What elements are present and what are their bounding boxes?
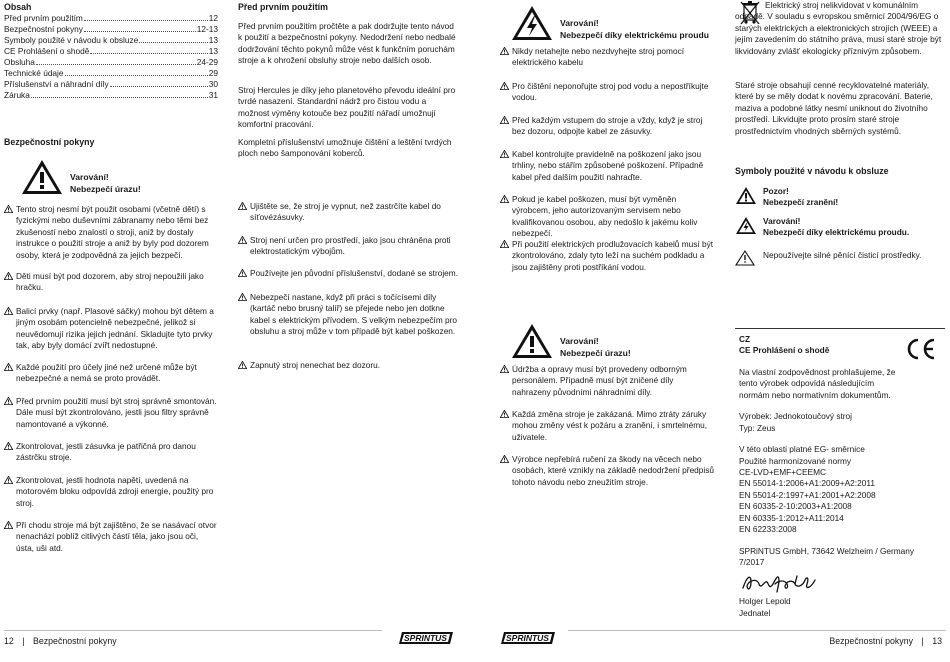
ce-divider	[735, 328, 945, 329]
list-item: Děti musí být pod dozorem, aby stroj nepoužili jako hračku.	[4, 271, 218, 294]
small-warning-icon	[500, 82, 509, 90]
toc-item[interactable]: Bezpečnostní pokyny 12-13	[4, 24, 218, 34]
list-item: Používejte jen původní příslušenství, dodané se strojem.	[238, 268, 458, 280]
ce-mark-icon	[905, 338, 937, 360]
list-item: Zapnutý stroj nenechat bez dozoru.	[238, 360, 458, 372]
list-item: Před prvním použití musí být stroj správně smontován. Dále musí být zkontrolováno, jestli jsou filtry správně namontované a výkonné.	[4, 396, 218, 430]
list-item: Nikdy netahejte nebo nezdvyhejte stroj pomocí elektrického kabelu	[500, 46, 714, 69]
ce-norm: EN 60335-2-10:2003+A1:2008	[739, 501, 852, 512]
list-item: Zkontrolovat, jestli zásuvka je patřičná pro danou zástrčku stroje.	[4, 441, 218, 464]
warning-head-2: Nebezpečí úrazu!	[70, 183, 141, 194]
list-item: Pokud je kabel poškozen, musí být vyměněn výrobcem, jeho autorizovaným servisem nebo kvalifikovanou osobou, aby nedošlo k jakému koliv nebezpečí.	[500, 194, 714, 240]
small-warning-icon	[500, 195, 509, 203]
electric-hazard-icon	[510, 4, 554, 42]
paragraph: Stroj Hercules je díky jeho planetového převodu ideální pro tvrdé nasazení. Standardní nádrž pro čistou vodu a možnost výměny kotouče bez použití nářadí umožnují komfortní pracování.	[238, 85, 456, 130]
footer-rule-right	[568, 630, 946, 631]
small-warning-icon	[500, 116, 509, 124]
warning-electric-block	[510, 4, 709, 42]
ce-type: Typ: Zeus	[739, 422, 776, 433]
list-item: Stroj není určen pro prostředí, jako jsou chráněna proti elektrostatickým výbojům.	[238, 235, 458, 258]
footer-section-right: Bezpečnostní pokyny	[829, 636, 913, 646]
symbol-caption: Nebezpečí díky elektrickému proudu.	[763, 227, 910, 238]
ce-signatory-name: Holger Lepold	[739, 596, 791, 607]
small-warning-icon	[4, 205, 13, 213]
ce-norm: EN 62233:2008	[739, 524, 797, 535]
toc-item[interactable]: Symboly použité v návodu k obsluze 13	[4, 35, 218, 45]
small-warning-icon	[500, 240, 509, 248]
ce-statement: Na vlastní zodpovědnost prohlašujeme, že tento výrobek odpovídá následujícím normám nebo normativním dokumentům.	[739, 366, 896, 400]
small-warning-icon	[238, 202, 247, 210]
list-item: Balicí prvky (např. Plasové sáčky) mohou být dětem a jiným osobám potencielně nebezpečné, jelikož si neuvědomují rizika jejich jednání. Skladujte tyto prvky tak, aby byly domácí zvířt nedostupné.	[4, 306, 218, 352]
section-title-before-use: Před prvním použitím	[238, 2, 328, 12]
ce-norm: EN 60335-1:2012+A11:2014	[739, 512, 844, 523]
small-warning-icon	[500, 410, 509, 418]
warning-head-2: Nebezpečí úrazu!	[560, 347, 631, 358]
list-item: Kabel kontrolujte pravidelně na poškození jako jsou trhliny, nebo stářím způsobené poškození. Případně kabel před dalším použití nahraďte.	[500, 149, 714, 183]
small-warning-icon	[238, 293, 247, 301]
column-4	[735, 0, 945, 662]
warning-head-2: Nebezpečí díky elektrickému proudu	[560, 29, 710, 40]
toc-title: Obsah	[4, 2, 32, 12]
ce-directive: V této oblasti platné EG- směrnice	[739, 444, 865, 455]
list-item: Před každým vstupem do stroje a vždy, když je stroj bez dozoru, odpojte kabel ze zásuvky.	[500, 115, 714, 138]
list-item: Při použití elektrických prodlužovacích kabelů musí být zkontrolováno, zdaly tyto leží na suchém podkladu a jsou zajištěny proti postříkání vodou.	[500, 239, 714, 273]
ce-country-code: CZ	[739, 334, 751, 344]
toc-item[interactable]: Záruka 31	[4, 90, 218, 100]
warning-injury-block	[20, 158, 141, 196]
footer-left	[4, 635, 117, 647]
footer-rule-left	[4, 630, 382, 631]
warning-head-1: Varování!	[560, 336, 599, 346]
section-title-symbols: Symboly použité v návodu k obsluze	[735, 166, 889, 176]
ce-norm: EN 55014-2:1997+A1:2001+A2:2008	[739, 489, 876, 500]
small-warning-icon	[500, 455, 509, 463]
footer-section-left: Bezpečnostní pokyny	[33, 636, 117, 646]
small-warning-icon	[4, 363, 13, 371]
small-warning-icon	[500, 365, 509, 373]
small-warning-icon	[4, 307, 13, 315]
ce-company: SPRiNTUS GmbH, 73642 Welzheim / Germany	[739, 545, 915, 556]
electric-hazard-icon	[735, 216, 757, 235]
symbol-row-electric	[735, 216, 909, 239]
signature-image	[739, 570, 819, 596]
ce-harmonized: Použité harmonizované normy	[739, 455, 852, 466]
ce-product: Výrobek: Jednokotoučový stroj	[739, 411, 852, 422]
weee-text: Elektrický stroj nelikvidovat v komunálním odpadě. V souladu s evropskou směrnicí 2004/96/EG o starých elektrických a elektronických strojích (WEEE) a jejím zavedením do státního práva, musí staré stroje být likvidovány zvlášť ekologicky příznivým způsobem.	[735, 0, 942, 56]
small-warning-icon	[4, 397, 13, 405]
symbol-row-foam	[735, 250, 921, 269]
warning-head-1: Varování!	[70, 172, 109, 182]
warning-triangle-icon	[510, 322, 554, 360]
warning-head-1: Varování!	[560, 18, 599, 28]
footer-separator: |	[22, 636, 25, 646]
small-warning-icon	[500, 47, 509, 55]
footer-right	[829, 635, 942, 647]
no-foam-icon	[735, 250, 755, 266]
list-item: Údržba a opravy musí být provedeny odborným personálem. Případně musí být zničené díly nahrazeny původními náhradními díly.	[500, 364, 714, 398]
ce-date: 7/2017	[739, 557, 765, 567]
sprintus-logo-right	[500, 631, 556, 645]
table-of-contents	[4, 13, 218, 101]
list-item: Výrobce nepřebírá ručení za škody na věcech nebo osobách, které vznikly na základě nedodržení předpisů tohoto návodu nebo zneužitím stroje.	[500, 454, 714, 488]
ce-signatory-role: Jednatel	[739, 607, 771, 618]
sprintus-logo-left	[398, 631, 454, 645]
page-number-right: 13	[932, 636, 942, 646]
warning-triangle-icon	[735, 186, 757, 205]
small-warning-icon	[4, 521, 13, 529]
symbol-caption: Nebezpečí zranění!	[763, 197, 839, 208]
warning-injury-block-2	[510, 322, 631, 360]
small-warning-icon	[238, 269, 247, 277]
small-warning-icon	[4, 476, 13, 484]
symbol-row-injury	[735, 186, 838, 209]
list-item: Každá změna stroje je zakázaná. Mimo ztráty záruky mohou změny vést k požáru a zranění, i smrtelnému, uživatele.	[500, 409, 714, 443]
list-item: Pro čištění neponořujte stroj pod vodu a nepostříkujte vodou.	[500, 81, 714, 104]
toc-item[interactable]: Příslušenství a náhradní díly 30	[4, 79, 218, 89]
toc-item[interactable]: Před prvním použitím 12	[4, 13, 218, 23]
svg-text:SPRINTUS: SPRINTUS	[404, 633, 447, 643]
list-item: Každé použití pro účely jiné než určené může být nebezpečné a nemá se proto provádět.	[4, 362, 218, 385]
warning-triangle-icon	[20, 158, 64, 196]
symbol-caption: Varování!	[763, 216, 801, 226]
paragraph: Před prvním použitím pročtěte a pak dodržujte tento návod k použití a bezpečnostní pokyny. Nedodržení nebo nedbalé dodržování těchto pokynů může vést k funkčním poruchám stroje a k ohrožení obsluhy stroje nebo dalších osob.	[238, 21, 456, 66]
small-warning-icon	[4, 272, 13, 280]
ce-declaration	[739, 334, 943, 619]
ce-title: CE Prohlášení o shodě	[739, 345, 830, 356]
toc-item[interactable]: Technické údaje 29	[4, 68, 218, 78]
list-item: Tento stroj nesmí být použit osobami (včetně dětí) s fyzickými nebo duševními zábranamy nebo těmi bez zkušeností nebo znalostí o stroji, aniž by dostaly instrukce o použití stroje a aniž by byly pod dozorem osoby, která je zodpovědná za jejich bezpečí.	[4, 204, 218, 261]
symbol-caption: Pozor!	[763, 186, 789, 196]
section-title-safety: Bezpečnostní pokyny	[4, 137, 95, 147]
ce-norm-head: CE-LVD+EMF+CEEMC	[739, 466, 826, 477]
small-warning-icon	[238, 361, 247, 369]
list-item: Nebezpečí nastane, když při práci s točícísemi díly (kartáč nebo brusný talíř) se přejede nebo jen dotkne kabel s elektrickým přívodem. S velkým nebezpečím pro obsluhu a stroj může v tom případě být kabel poškozen.	[238, 292, 458, 338]
ce-norm: EN 55014-1:2006+A1:2009+A2:2011	[739, 478, 875, 489]
list-item: Při chodu stroje má být zajištěno, že se nasávací otvor nenachází poblíž citlivých částí těla, jako jsou oči, ústa, uši atd.	[4, 520, 218, 554]
weee-paragraph: Staré stroje obsahují cenné recyklovatelné materiály, které by se měly dodat k novému zpracování. Baterie, maziva a podobné látky nesmí uniknout do životního prostředí. Likvidujte proto prosím staré stroje prostřednictvím vhodných sběrných systémů.	[735, 80, 933, 136]
small-warning-icon	[500, 150, 509, 158]
small-warning-icon	[4, 442, 13, 450]
toc-item[interactable]: CE Prohlášení o shodě 13	[4, 46, 218, 56]
page-number-left: 12	[4, 636, 14, 646]
footer-separator: |	[921, 636, 924, 646]
small-warning-icon	[238, 236, 247, 244]
list-item: Zkontrolovat, jestli hodnota napětí, uvedená na motorovém bloku odpovídá zdroji energie, použitý pro stroj.	[4, 475, 218, 509]
symbol-caption: Nepoužívejte silné pěnící čisticí prostředky.	[763, 250, 922, 260]
paragraph: Kompletní příslušenství umožnuje čištění a leštění tvrdých ploch nebo šamponování koberců.	[238, 137, 452, 159]
toc-item[interactable]: Obsluha 24-29	[4, 57, 218, 67]
svg-text:SPRINTUS: SPRINTUS	[506, 633, 549, 643]
list-item: Ujištěte se, že stroj je vypnut, než zastrčíte kabel do síťovézásuvky.	[238, 201, 458, 224]
